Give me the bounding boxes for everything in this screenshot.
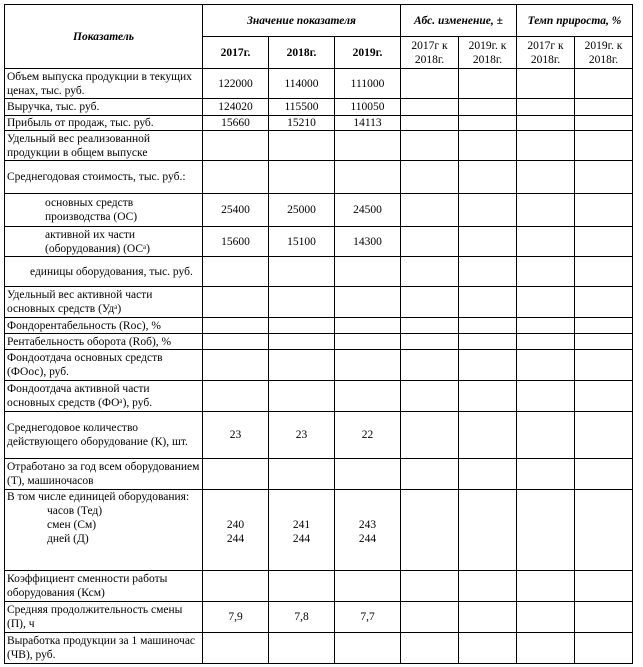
abs-change-cell	[459, 334, 517, 350]
indicator-label: Удельный вес реализованной продукции в общем выпуске	[5, 131, 203, 161]
comparison-header: 2017г к 2018г.	[401, 37, 459, 69]
value-cell-2018: 115500	[269, 99, 335, 116]
value-cell-2018	[269, 381, 335, 412]
abs-change-cell	[459, 69, 517, 99]
abs-change-cell	[401, 227, 459, 257]
table-row	[5, 161, 633, 194]
table-row	[5, 227, 633, 257]
value-subcell	[205, 504, 266, 518]
abs-change-cell	[401, 194, 459, 227]
indicator-label: Объем выпуска продукции в текущих ценах, тыс. руб.	[5, 69, 203, 99]
value-cell-2019	[335, 459, 401, 490]
value-cell-2019	[335, 571, 401, 602]
growth-rate-cell	[575, 334, 633, 350]
value-cell-2019	[335, 633, 401, 664]
value-cell-2019: 22	[335, 412, 401, 459]
value-cell-2017	[203, 381, 269, 412]
abs-change-cell	[459, 161, 517, 194]
indicator-label: Отработано за год всем оборудованием (Т), машиночасов	[5, 459, 203, 490]
growth-rate-cell	[575, 99, 633, 116]
growth-rate-cell	[517, 116, 575, 131]
abs-change-cell	[401, 459, 459, 490]
growth-rate-cell	[517, 131, 575, 161]
value-subcell	[271, 504, 332, 518]
indicator-label: Фондоотдача активной части основных средств (ФОᵃ), руб.	[5, 381, 203, 412]
indicator-label: Коэффициент сменности работы оборудования (Ксм)	[5, 571, 203, 602]
value-subcell: 244	[226, 533, 245, 545]
growth-rate-cell	[517, 227, 575, 257]
year-header: 2017г.	[203, 37, 269, 69]
value-cell-2019: 110050	[335, 99, 401, 116]
indicator-label: Фондорентабельность (Rос), %	[5, 318, 203, 334]
table-row	[5, 412, 633, 459]
growth-rate-cell	[575, 412, 633, 459]
comparison-header: 2019г. к 2018г.	[575, 37, 633, 69]
table-row	[5, 99, 633, 116]
abs-change-cell	[459, 99, 517, 116]
value-cell-2019	[335, 334, 401, 350]
table-row	[5, 350, 633, 381]
table-row	[5, 69, 633, 99]
growth-rate-cell	[575, 116, 633, 131]
abs-change-cell	[401, 381, 459, 412]
value-cell-2018: 25000	[269, 194, 335, 227]
abs-change-cell	[459, 571, 517, 602]
value-cell-2018	[269, 318, 335, 334]
value-cell-2018	[269, 350, 335, 381]
abs-change-cell	[459, 381, 517, 412]
abs-change-cell	[459, 459, 517, 490]
indicator-label	[5, 490, 203, 571]
growth-rate-cell	[517, 381, 575, 412]
abs-change-cell	[401, 334, 459, 350]
growth-rate-cell	[517, 412, 575, 459]
indicator-label: Удельный вес активной части основных средств (Удᵃ)	[5, 287, 203, 318]
indicator-label-text: В том числе единицей оборудования:	[7, 491, 190, 503]
value-subcell	[337, 504, 398, 518]
value-cell-2018: 15210	[269, 116, 335, 131]
indicator-label: Средняя продолжительность смены (П), ч	[5, 602, 203, 633]
abs-change-cell	[459, 116, 517, 131]
table-row	[5, 381, 633, 412]
abs-change-cell	[459, 318, 517, 334]
value-cell-2018	[269, 633, 335, 664]
year-header: 2019г.	[335, 37, 401, 69]
comparison-header: 2017г к 2018г.	[517, 37, 575, 69]
abs-change-cell	[459, 227, 517, 257]
value-cell-2019	[335, 381, 401, 412]
abs-change-cell	[401, 318, 459, 334]
growth-rate-cell	[575, 257, 633, 287]
value-cell-2017: 25400	[203, 194, 269, 227]
value-cell-2018: 7,8	[269, 602, 335, 633]
abs-change-cell	[401, 257, 459, 287]
value-cell-2017	[203, 161, 269, 194]
value-cell-2017	[203, 459, 269, 490]
value-cell-2017	[203, 334, 269, 350]
value-subcell: 244	[358, 533, 377, 545]
abs-change-cell	[401, 350, 459, 381]
abs-change-cell	[459, 490, 517, 571]
growth-rate-cell	[517, 318, 575, 334]
value-cell-2017: 7,9	[203, 602, 269, 633]
value-cell-2019: 14300	[335, 227, 401, 257]
abs-change-cell	[401, 571, 459, 602]
indicator-sublabel: смен (См)	[47, 519, 97, 531]
value-cell-2019: 111000	[335, 69, 401, 99]
indicator-label: Прибыль от продаж, тыс. руб.	[5, 116, 203, 131]
growth-rate-group-header: Темп прироста, %	[517, 5, 633, 37]
growth-rate-cell	[575, 571, 633, 602]
growth-rate-cell	[517, 334, 575, 350]
table-row	[5, 287, 633, 318]
indicator-label: Среднегодовая стоимость, тыс. руб.:	[5, 161, 203, 194]
value-cell-2017	[203, 131, 269, 161]
value-cell-2018: 15100	[269, 227, 335, 257]
growth-rate-cell	[575, 459, 633, 490]
growth-rate-cell	[575, 227, 633, 257]
table-row	[5, 131, 633, 161]
abs-change-group-header: Абс. изменение, ±	[401, 5, 517, 37]
indicator-sublabel: дней (Д)	[47, 533, 89, 545]
value-cell-2018	[269, 131, 335, 161]
table-row	[5, 633, 633, 664]
indicator-sublabel: часов (Тед)	[47, 505, 103, 517]
growth-rate-cell	[575, 350, 633, 381]
indicator-label: Выработка продукции за 1 машиночас (ЧВ), руб.	[5, 633, 203, 664]
growth-rate-cell	[517, 490, 575, 571]
table-row	[5, 318, 633, 334]
abs-change-cell	[401, 99, 459, 116]
abs-change-cell	[459, 350, 517, 381]
abs-change-cell	[459, 257, 517, 287]
table-row	[5, 334, 633, 350]
growth-rate-cell	[575, 381, 633, 412]
abs-change-cell	[401, 287, 459, 318]
abs-change-cell	[459, 194, 517, 227]
indicator-header: Показатель	[5, 5, 203, 69]
value-subcell: 240	[226, 519, 245, 531]
table-row	[5, 257, 633, 287]
value-subcell: 243	[358, 519, 377, 531]
value-cell-2017	[203, 287, 269, 318]
abs-change-cell	[459, 131, 517, 161]
value-cell-2017	[203, 490, 269, 571]
abs-change-cell	[401, 602, 459, 633]
value-cell-2019: 7,7	[335, 602, 401, 633]
value-cell-2018	[269, 459, 335, 490]
value-cell-2019	[335, 350, 401, 381]
comparison-header: 2019г. к 2018г.	[459, 37, 517, 69]
growth-rate-cell	[517, 287, 575, 318]
value-cell-2019: 14113	[335, 116, 401, 131]
table-row	[5, 602, 633, 633]
value-cell-2018	[269, 571, 335, 602]
value-cell-2018	[269, 161, 335, 194]
growth-rate-cell	[575, 69, 633, 99]
indicator-label: Фондоотдача основных средств (ФОос), руб.	[5, 350, 203, 381]
table-row	[5, 571, 633, 602]
value-cell-2017	[203, 350, 269, 381]
value-cell-2018	[269, 490, 335, 571]
growth-rate-cell	[517, 602, 575, 633]
abs-change-cell	[459, 412, 517, 459]
value-cell-2019	[335, 287, 401, 318]
value-cell-2017: 15600	[203, 227, 269, 257]
growth-rate-cell	[517, 459, 575, 490]
value-group-header: Значение показателя	[203, 5, 401, 37]
growth-rate-cell	[575, 161, 633, 194]
indicator-label: Среднегодовое количество действующего оборудование (К), шт.	[5, 412, 203, 459]
growth-rate-cell	[517, 633, 575, 664]
value-cell-2019	[335, 131, 401, 161]
abs-change-cell	[459, 287, 517, 318]
value-cell-2019	[335, 490, 401, 571]
value-cell-2019: 24500	[335, 194, 401, 227]
table-row	[5, 116, 633, 131]
indicator-label: Выручка, тыс. руб.	[5, 99, 203, 116]
abs-change-cell	[401, 161, 459, 194]
value-subcell: 244	[292, 533, 311, 545]
indicator-label: активной их части (оборудования) (ОСᵃ)	[5, 227, 203, 257]
value-cell-2017	[203, 633, 269, 664]
growth-rate-cell	[517, 257, 575, 287]
abs-change-cell	[459, 633, 517, 664]
value-cell-2018: 114000	[269, 69, 335, 99]
growth-rate-cell	[575, 490, 633, 571]
abs-change-cell	[401, 131, 459, 161]
table-row	[5, 194, 633, 227]
growth-rate-cell	[575, 318, 633, 334]
growth-rate-cell	[575, 194, 633, 227]
growth-rate-cell	[575, 287, 633, 318]
value-subcell: 241	[292, 519, 311, 531]
growth-rate-cell	[517, 161, 575, 194]
abs-change-cell	[401, 69, 459, 99]
year-header: 2018г.	[269, 37, 335, 69]
growth-rate-cell	[517, 69, 575, 99]
indicator-label: основных средств производства (ОС)	[5, 194, 203, 227]
growth-rate-cell	[575, 602, 633, 633]
growth-rate-cell	[517, 194, 575, 227]
value-cell-2017	[203, 257, 269, 287]
value-cell-2018: 23	[269, 412, 335, 459]
indicators-table	[4, 4, 633, 664]
value-cell-2017: 23	[203, 412, 269, 459]
value-cell-2017	[203, 571, 269, 602]
growth-rate-cell	[517, 571, 575, 602]
value-cell-2018	[269, 334, 335, 350]
table-row	[5, 459, 633, 490]
value-cell-2019	[335, 161, 401, 194]
abs-change-cell	[401, 490, 459, 571]
abs-change-cell	[401, 116, 459, 131]
value-cell-2018	[269, 257, 335, 287]
value-cell-2017: 122000	[203, 69, 269, 99]
value-cell-2017: 124020	[203, 99, 269, 116]
growth-rate-cell	[575, 131, 633, 161]
value-cell-2019	[335, 257, 401, 287]
growth-rate-cell	[517, 99, 575, 116]
value-cell-2019	[335, 318, 401, 334]
abs-change-cell	[401, 412, 459, 459]
abs-change-cell	[459, 602, 517, 633]
abs-change-cell	[401, 633, 459, 664]
growth-rate-cell	[517, 350, 575, 381]
indicator-label: Рентабельность оборота (Rоб), %	[5, 334, 203, 350]
value-cell-2018	[269, 287, 335, 318]
indicator-label: единицы оборудования, тыс. руб.	[5, 257, 203, 287]
value-cell-2017: 15660	[203, 116, 269, 131]
table-row	[5, 490, 633, 571]
value-cell-2017	[203, 318, 269, 334]
growth-rate-cell	[575, 633, 633, 664]
